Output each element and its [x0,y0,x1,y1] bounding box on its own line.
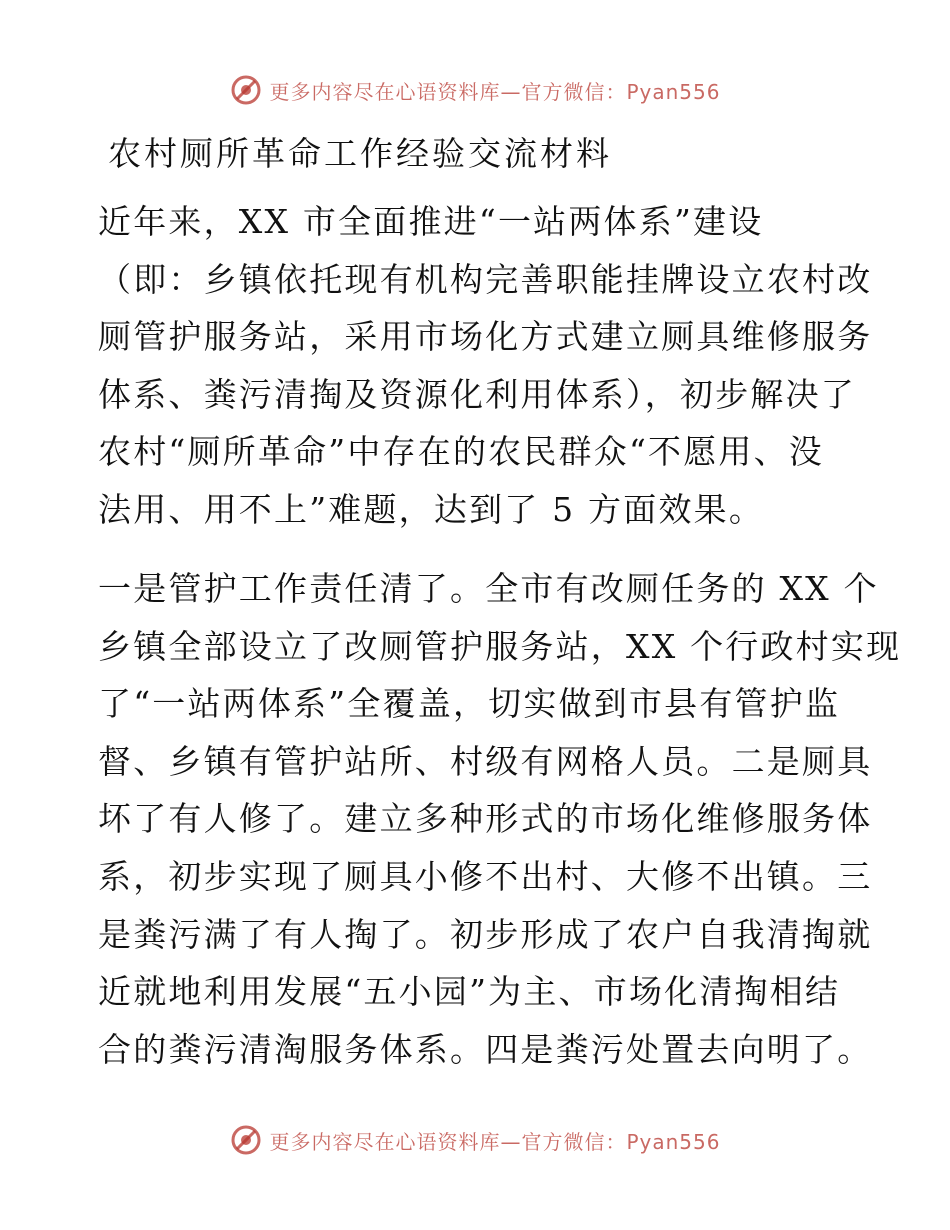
text-line: 系，初步实现了厕具小修不出村、大修不出镇。三 [98,856,873,896]
text-line: 乡镇全部设立了改厕管护服务站，XX 个行政村实现 [98,626,902,666]
text-line: 是粪污满了有人掏了。初步形成了农户自我清掏就 [98,914,873,954]
document-title: 农村厕所革命工作经验交流材料 [108,134,612,173]
paragraph-effects [98,560,902,1078]
paragraph-intro [98,193,873,539]
text-line: 督、乡镇有管护站所、村级有网格人员。二是厕具 [98,741,873,781]
text-line: （即：乡镇依托现有机构完善职能挂牌设立农村改 [98,259,873,299]
text-line: 厕管护服务站，采用市场化方式建立厕具维修服务 [98,317,873,357]
text-line: 近年来，XX 市全面推进“一站两体系”建设 [98,202,764,241]
text-line: 一是管护工作责任清了。全市有改厕任务的 XX 个 [98,569,879,608]
watermark-text: 更多内容尽在心语资料库—官方微信：Pyan556 [269,1129,721,1154]
logo-icon [229,73,263,107]
text-line: 坏了有人修了。建立多种形式的市场化维修服务体 [98,799,873,839]
text-line: 了“一站两体系”全覆盖，切实做到市县有管护监 [98,684,841,724]
text-line: 法用、用不上”难题，达到了 5 方面效果。 [98,489,765,529]
text-line: 近就地利用发展“五小园”为主、市场化清掏相结 [98,972,841,1012]
watermark-text: 更多内容尽在心语资料库—官方微信：Pyan556 [269,79,721,104]
header-watermark [0,70,950,110]
logo-icon [229,1123,263,1157]
text-line: 农村“厕所革命”中存在的农民群众“不愿用、没 [98,432,825,472]
text-line: 体系、粪污清掏及资源化利用体系），初步解决了 [98,374,856,414]
text-line: 合的粪污清淘服务体系。四是粪污处置去向明了。 [98,1029,873,1069]
footer-watermark [0,1120,950,1160]
